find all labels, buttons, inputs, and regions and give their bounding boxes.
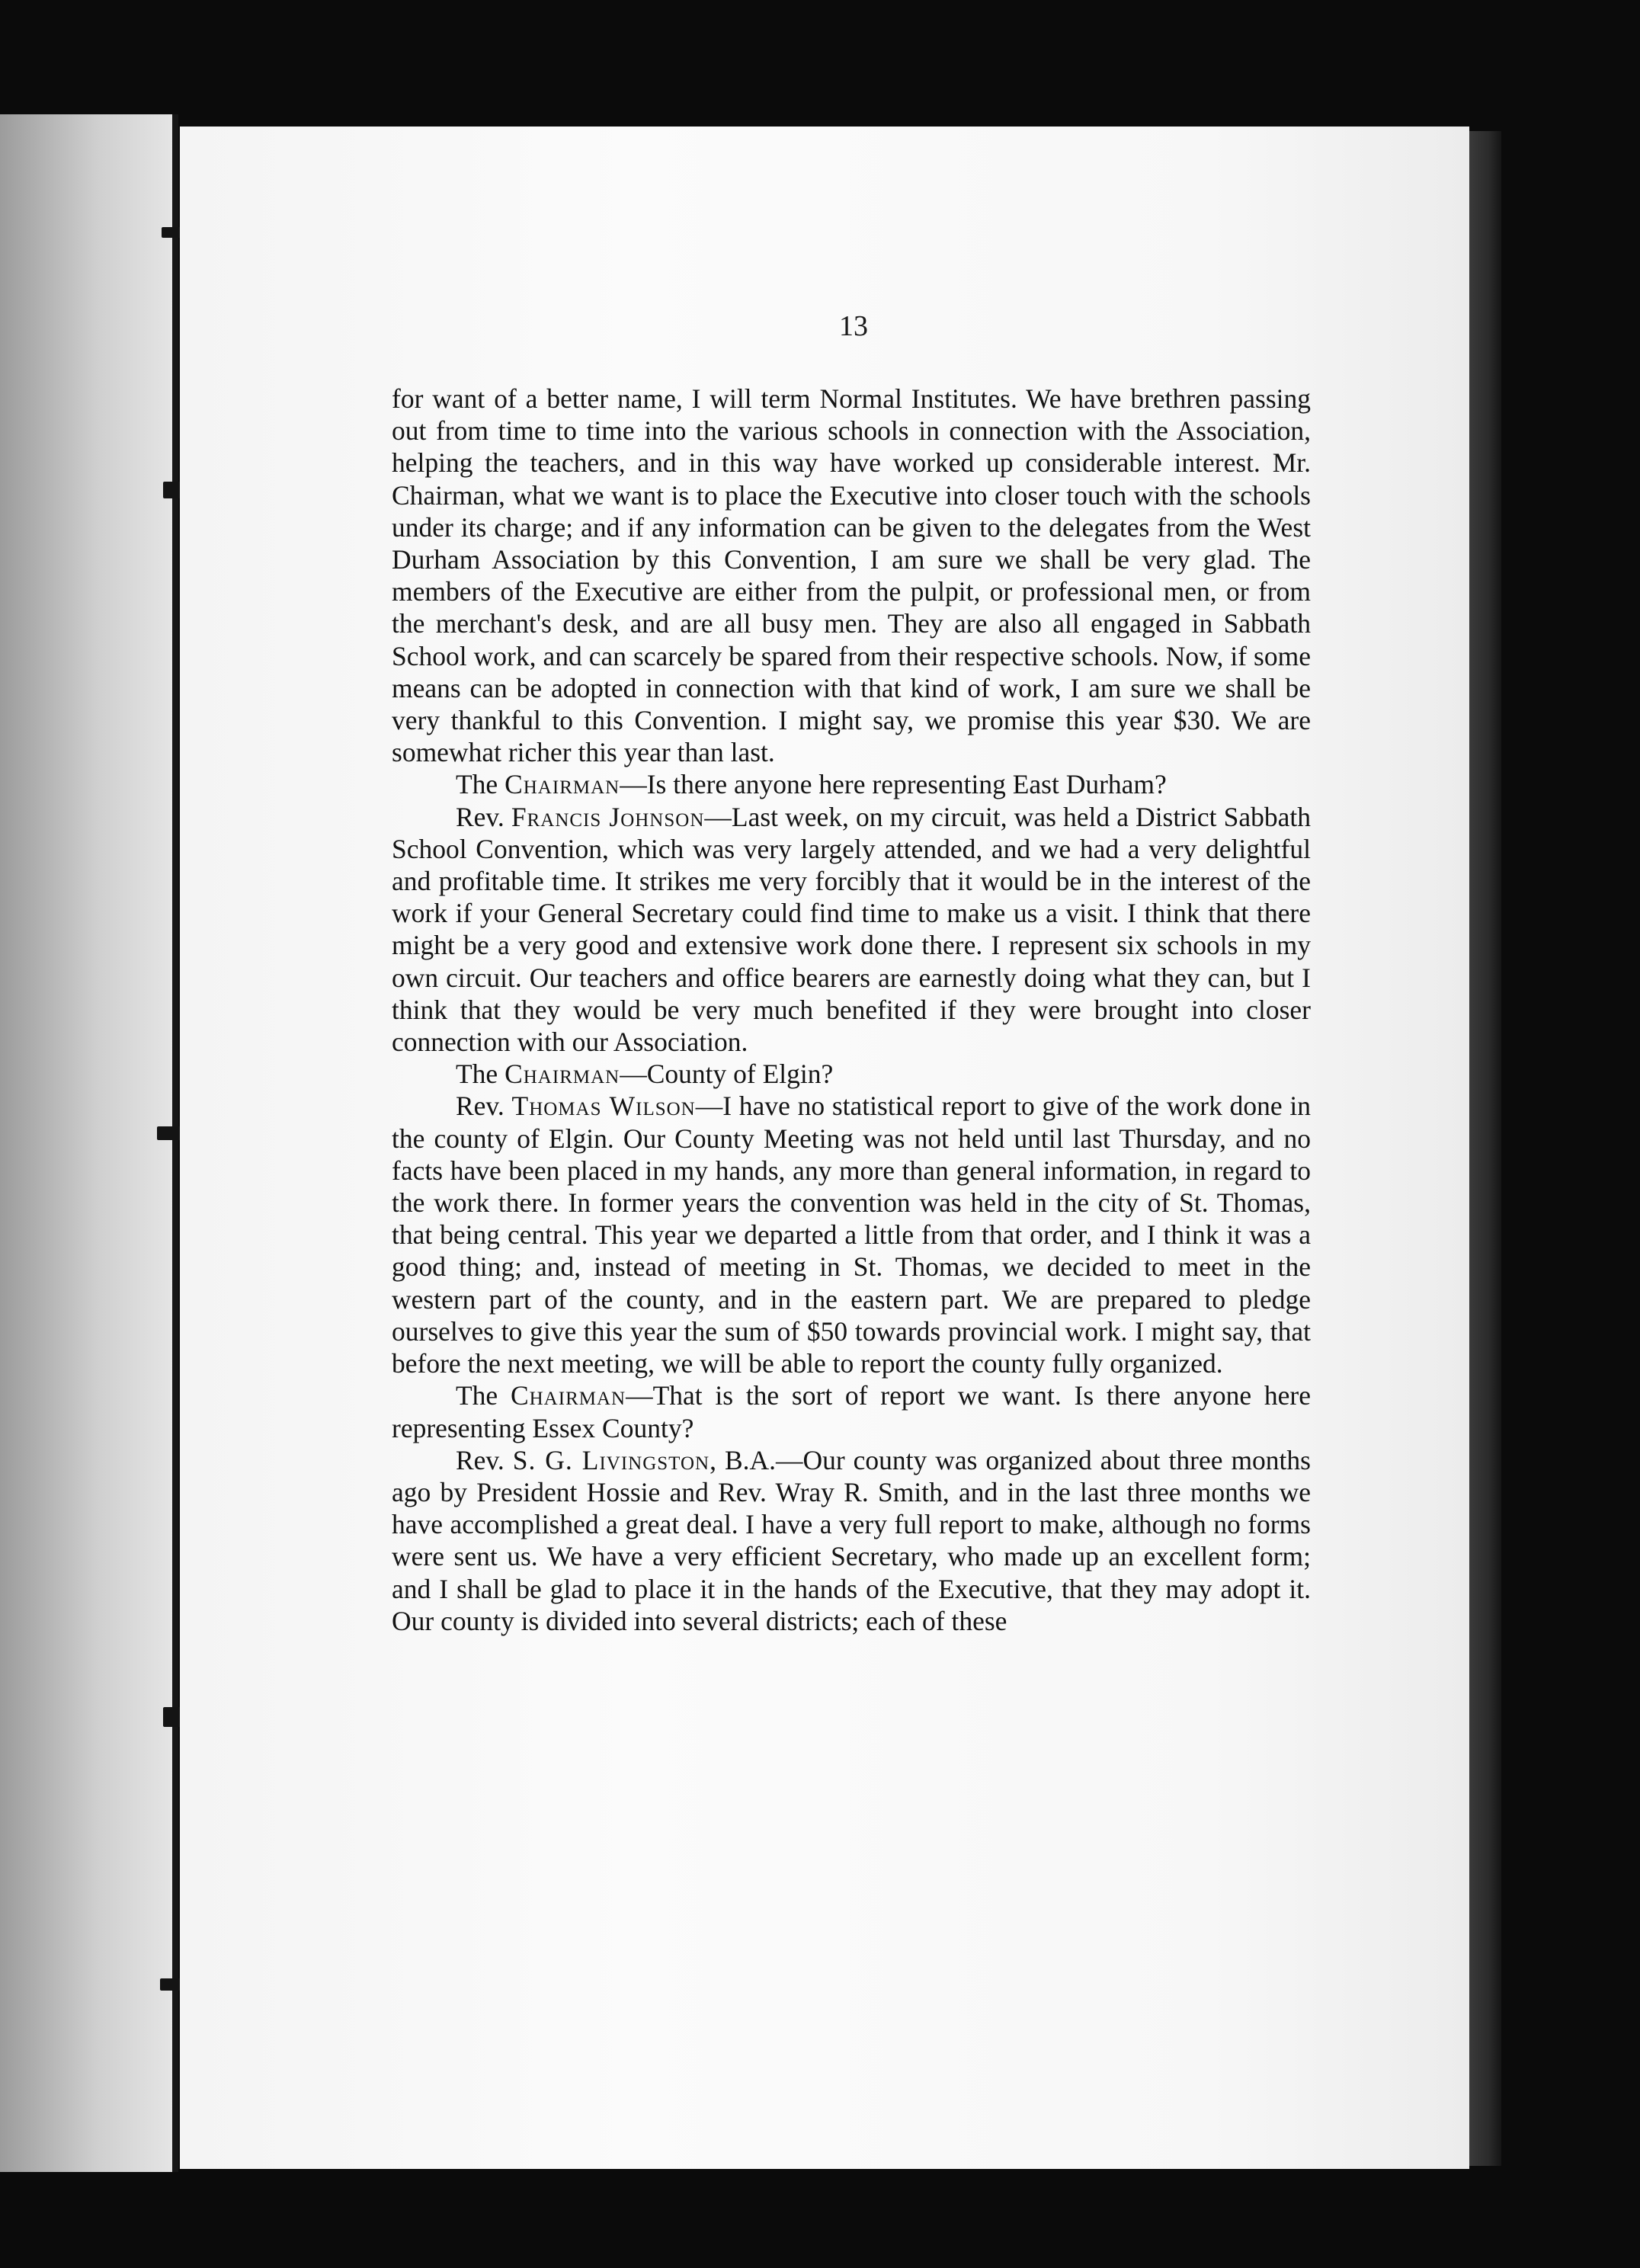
speaker-name: Thomas Wilson [511, 1091, 696, 1122]
page-edge-shadow [1469, 131, 1501, 2166]
facing-page-edge [0, 114, 177, 2172]
speaker-prefix: The [456, 1380, 511, 1411]
speaker-prefix: Rev. [456, 1444, 513, 1475]
speaker-prefix: The [456, 769, 505, 800]
body-text [392, 383, 1311, 1637]
paragraph [392, 1379, 1311, 1443]
paragraph-text: for want of a better name, I will term Normal Institutes. We have brethren passing out from time to time into the various schools in connection with the Association, helping the teachers, and in this way have worked up considerable interest. Mr. Chairman, what we want is to place the Executive into closer touch with the schools under its charge; and if any information can be given to the delegates from the West Durham Association by this Convention, I am sure we shall be very glad. The members of the Executive are either from the pulpit, or professional men, or from the merchant's desk, and are all busy men. They are also all engaged in Sabbath School work, and can scarcely be spared from their respective schools. Now, if some means can be adopted in connection with that kind of work, I am sure we shall be very thankful to this Convention. I might say, we promise this year $30. We are somewhat richer this year than last. [392, 383, 1311, 768]
speaker-name: Chairman [510, 1380, 626, 1411]
paragraph [392, 1444, 1311, 1637]
speaker-name: Chairman [504, 769, 620, 800]
speaker-prefix: Rev. [456, 1091, 512, 1122]
paragraph [392, 801, 1311, 1059]
paragraph [392, 383, 1311, 768]
paragraph [392, 1058, 1311, 1090]
page-number: 13 [839, 310, 868, 342]
paragraph-text: —That is the sort of report we want. Is there anyone here representing Essex County? [392, 1380, 1311, 1443]
paragraph-text: —I have no statistical report to give of the work done in the county of Elgin. Our County Meeting was not held until last Thursday, and no facts have been placed in my hands, any more than general information, in regard to the work there. In former years the convention was held in the city of St. Thomas, that being central. This year we departed a little from that order, and I think it was a good thing; and, instead of meeting in St. Thomas, we decided to meet in the western part of the county, and in the eastern part. We are prepared to pledge ourselves to give this year the sum of $50 towards provincial work. I might say, that before the next meeting, we will be able to report the county fully organized. [392, 1091, 1311, 1379]
speaker-name: Chairman [504, 1059, 620, 1090]
speaker-name: Francis Johnson [511, 801, 705, 832]
speaker-name: S. G. Livingston [512, 1444, 710, 1475]
paragraph-text: —Is there anyone here representing East Durham? [620, 769, 1167, 800]
binding-gutter [172, 114, 178, 2172]
paragraph-text: , B.A.—Our county was organized about three months ago by President Hossie and Rev. Wray R. Smith, and in the last three months we have accomplished a great deal. I have a very full report to make, although no forms were sent us. We have a very efficient Secretary, who made up an excellent form; and I shall be glad to place it in the hands of the Executive, that they may adopt it. Our county is divided into several districts; each of these [392, 1444, 1311, 1636]
paragraph-text: —Last week, on my circuit, was held a District Sabbath School Convention, which was very largely attended, and we had a very delightful and profitable time. It strikes me very forcibly that it would be in the interest of the work if your General Secretary could find time to make us a visit. I think that there might be a very good and extensive work done there. I represent six schools in my own circuit. Our teachers and office bearers are earnestly doing what they can, but I think that they would be very much benefited if they were brought into closer connection with our Association. [392, 801, 1312, 1058]
speaker-prefix: The [456, 1059, 505, 1090]
speaker-prefix: Rev. [456, 801, 511, 832]
paragraph [392, 768, 1311, 800]
paragraph [392, 1090, 1311, 1379]
paragraph-text: —County of Elgin? [620, 1059, 834, 1090]
